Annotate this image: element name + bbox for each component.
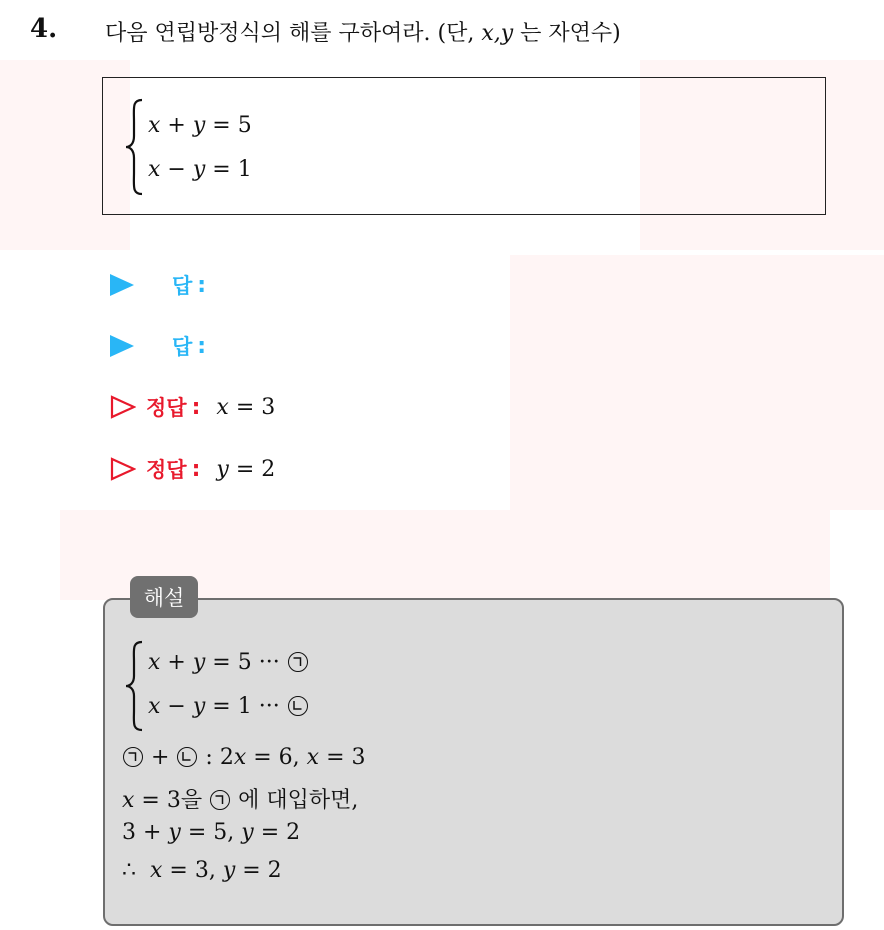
question-text xyxy=(105,16,621,47)
sol-eq2-rhs: = 1 ··· xyxy=(212,694,280,719)
solution-line-6 xyxy=(122,858,282,883)
sol6-b: = 2 xyxy=(235,858,282,883)
answer-blank-row-2 xyxy=(110,331,206,361)
question-vars: x,y xyxy=(481,21,514,46)
answer-colon: : xyxy=(197,333,207,359)
eq2-y: y xyxy=(192,157,206,182)
circled-giyeok-icon xyxy=(123,747,143,767)
circled-giyeok-icon xyxy=(210,790,230,810)
correct-label: 정답 xyxy=(146,458,187,482)
correct-answer-row-2 xyxy=(110,454,275,484)
correct-value-x xyxy=(216,395,275,420)
sol3-eq1: = 6, xyxy=(246,745,307,770)
answer-colon: : xyxy=(197,272,207,298)
filled-triangle-icon xyxy=(110,274,134,296)
solution-line-3 xyxy=(122,745,366,770)
sol4-x: x xyxy=(122,788,135,813)
correct-var: x xyxy=(216,394,229,420)
sol-eq1-op: + xyxy=(167,650,186,675)
question-text-prefix: 다음 연립방정식의 해를 구하여라. (단, xyxy=(105,21,482,46)
sol5-y1: y xyxy=(168,820,181,845)
sol5-a: 3 + xyxy=(122,820,169,845)
correct-var: y xyxy=(216,456,229,482)
sol3-eq2: = 3 xyxy=(319,745,366,770)
therefore-sign: ∴ xyxy=(122,858,136,883)
correct-colon: : xyxy=(191,456,201,482)
answer-blank-row-1 xyxy=(110,270,206,300)
solution-tag: 해설 xyxy=(130,576,198,618)
watermark-block xyxy=(510,255,884,510)
eq1-op: + xyxy=(167,113,186,138)
solution-equation-1 xyxy=(148,650,309,675)
sol-eq1-y: y xyxy=(192,650,206,675)
sol3-mid: : 2 xyxy=(198,745,234,770)
solution-line-4 xyxy=(122,783,358,814)
eq2-x: x xyxy=(148,157,161,182)
circled-giyeok-icon xyxy=(288,652,308,672)
sol6-a: = 3, xyxy=(162,858,223,883)
outline-triangle-icon xyxy=(110,457,136,481)
eq2-rhs: = 1 xyxy=(212,157,252,182)
correct-val: = 2 xyxy=(235,456,276,482)
sol6-x: x xyxy=(150,858,163,883)
eq1-y: y xyxy=(192,113,206,138)
question-text-suffix: 는 자연수) xyxy=(513,21,621,46)
correct-val: = 3 xyxy=(235,394,276,420)
correct-answer-row-1 xyxy=(110,392,275,422)
answer-label: 답 xyxy=(172,274,193,298)
question-number: 4. xyxy=(30,14,58,44)
correct-colon: : xyxy=(191,394,201,420)
correct-label: 정답 xyxy=(146,396,187,420)
circled-nieun-icon xyxy=(288,696,308,716)
outline-triangle-icon xyxy=(110,395,136,419)
answer-label: 답 xyxy=(172,335,193,359)
filled-triangle-icon xyxy=(110,335,134,357)
eq2-op: − xyxy=(167,157,186,182)
sol6-y: y xyxy=(222,858,236,883)
circled-nieun-icon xyxy=(177,747,197,767)
sol5-y2: y xyxy=(241,820,254,845)
system-equation-2 xyxy=(148,157,252,182)
system-equation-1 xyxy=(148,113,252,138)
sol-eq1-rhs: = 5 ··· xyxy=(212,650,280,675)
sol4-a: = 3을 xyxy=(134,788,210,813)
sol3-x2: x xyxy=(306,745,320,770)
plus-sign: + xyxy=(151,745,170,770)
eq1-rhs: = 5 xyxy=(212,113,252,138)
eq1-x: x xyxy=(148,113,161,138)
equation-system-box xyxy=(102,77,826,215)
solution-equation-2 xyxy=(148,694,309,719)
sol-eq2-y: y xyxy=(192,694,206,719)
sol3-x1: x xyxy=(233,745,247,770)
solution-brace-icon xyxy=(124,640,144,732)
sol5-b: = 5, xyxy=(180,820,242,845)
sol4-b: 에 대입하면, xyxy=(231,788,359,813)
sol-eq2-op: − xyxy=(167,694,186,719)
solution-line-5 xyxy=(122,820,300,845)
sol-eq1-x: x xyxy=(148,650,161,675)
system-brace-icon xyxy=(124,98,144,196)
sol5-c: = 2 xyxy=(253,820,301,845)
correct-value-y xyxy=(216,457,275,482)
sol-eq2-x: x xyxy=(148,694,161,719)
